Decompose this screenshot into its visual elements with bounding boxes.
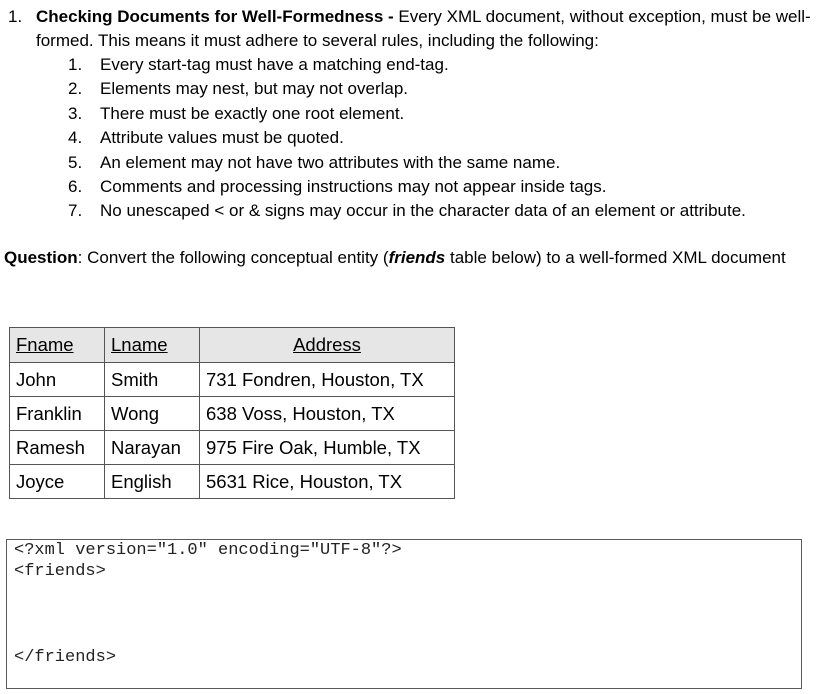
question-label: Question [4,248,78,267]
question-text-before: : Convert the following conceptual entity ( [77,248,389,267]
cell-address: 975 Fire Oak, Humble, TX [200,431,455,465]
table-row [10,363,455,397]
rule-number: 1. [68,55,83,74]
rule-number: 2. [68,79,83,99]
question-text-after: table below) to a well-formed XML document [445,248,786,267]
column-header-fname: Fname [10,328,105,363]
rule-item [66,151,818,175]
rule-item [66,102,818,126]
rule-item [66,126,818,150]
rule-number: 3. [68,103,83,123]
friends-table [9,327,455,499]
rule-item [66,77,818,101]
section-heading: Checking Documents for Well-Formedness - [36,7,394,26]
rule-text: No unescaped < or & signs may occur in the character data of an element or attribute. [100,201,746,221]
rule-item [66,199,818,223]
column-header-lname: Lname [105,328,200,363]
xml-declaration-line: <?xml version="1.0" encoding="UTF-8"?> [14,541,402,560]
cell-fname: Joyce [10,465,105,499]
rule-number: 4. [68,128,83,148]
table-row [10,431,455,465]
cell-lname: Smith [105,363,200,397]
cell-fname: Ramesh [10,431,105,465]
cell-fname: Franklin [10,397,105,431]
table-header-row [10,328,455,363]
section-paragraph [36,5,818,53]
question-paragraph [4,246,794,270]
rule-text: Comments and processing instructions may not appear inside tags. [100,176,607,196]
rule-text: Elements may nest, but may not overlap. [100,79,409,99]
table-row [10,465,455,499]
xml-root-open-tag: <friends> [14,562,106,581]
xml-root-close-tag: </friends> [14,648,117,667]
rule-number: 7. [68,201,83,221]
section-number: 1. [8,7,23,26]
rule-item [66,175,818,199]
table-row [10,397,455,431]
xml-answer-box[interactable] [6,539,802,689]
cell-address: 731 Fondren, Houston, TX [200,363,455,397]
cell-address: 638 Voss, Houston, TX [200,397,455,431]
column-header-address: Address [200,328,455,363]
section-intro [8,5,818,224]
cell-lname: Wong [105,397,200,431]
rule-text: Every start-tag must have a matching end-tag. [100,55,449,74]
rule-text: Attribute values must be quoted. [100,128,344,148]
section-intro-text: Every XML document, without exception, must be well-formed. This means it must adhere to several rules, including the following: [36,7,811,50]
rule-text: An element may not have two attributes with the same name. [100,152,561,172]
cell-lname: English [105,465,200,499]
question-entity: friends [388,248,446,267]
rules-list [66,53,818,224]
rule-item [66,53,818,77]
cell-fname: John [10,363,105,397]
rule-number: 6. [68,176,83,196]
cell-lname: Narayan [105,431,200,465]
rule-number: 5. [68,152,83,172]
rule-text: There must be exactly one root element. [100,103,405,123]
cell-address: 5631 Rice, Houston, TX [200,465,455,499]
